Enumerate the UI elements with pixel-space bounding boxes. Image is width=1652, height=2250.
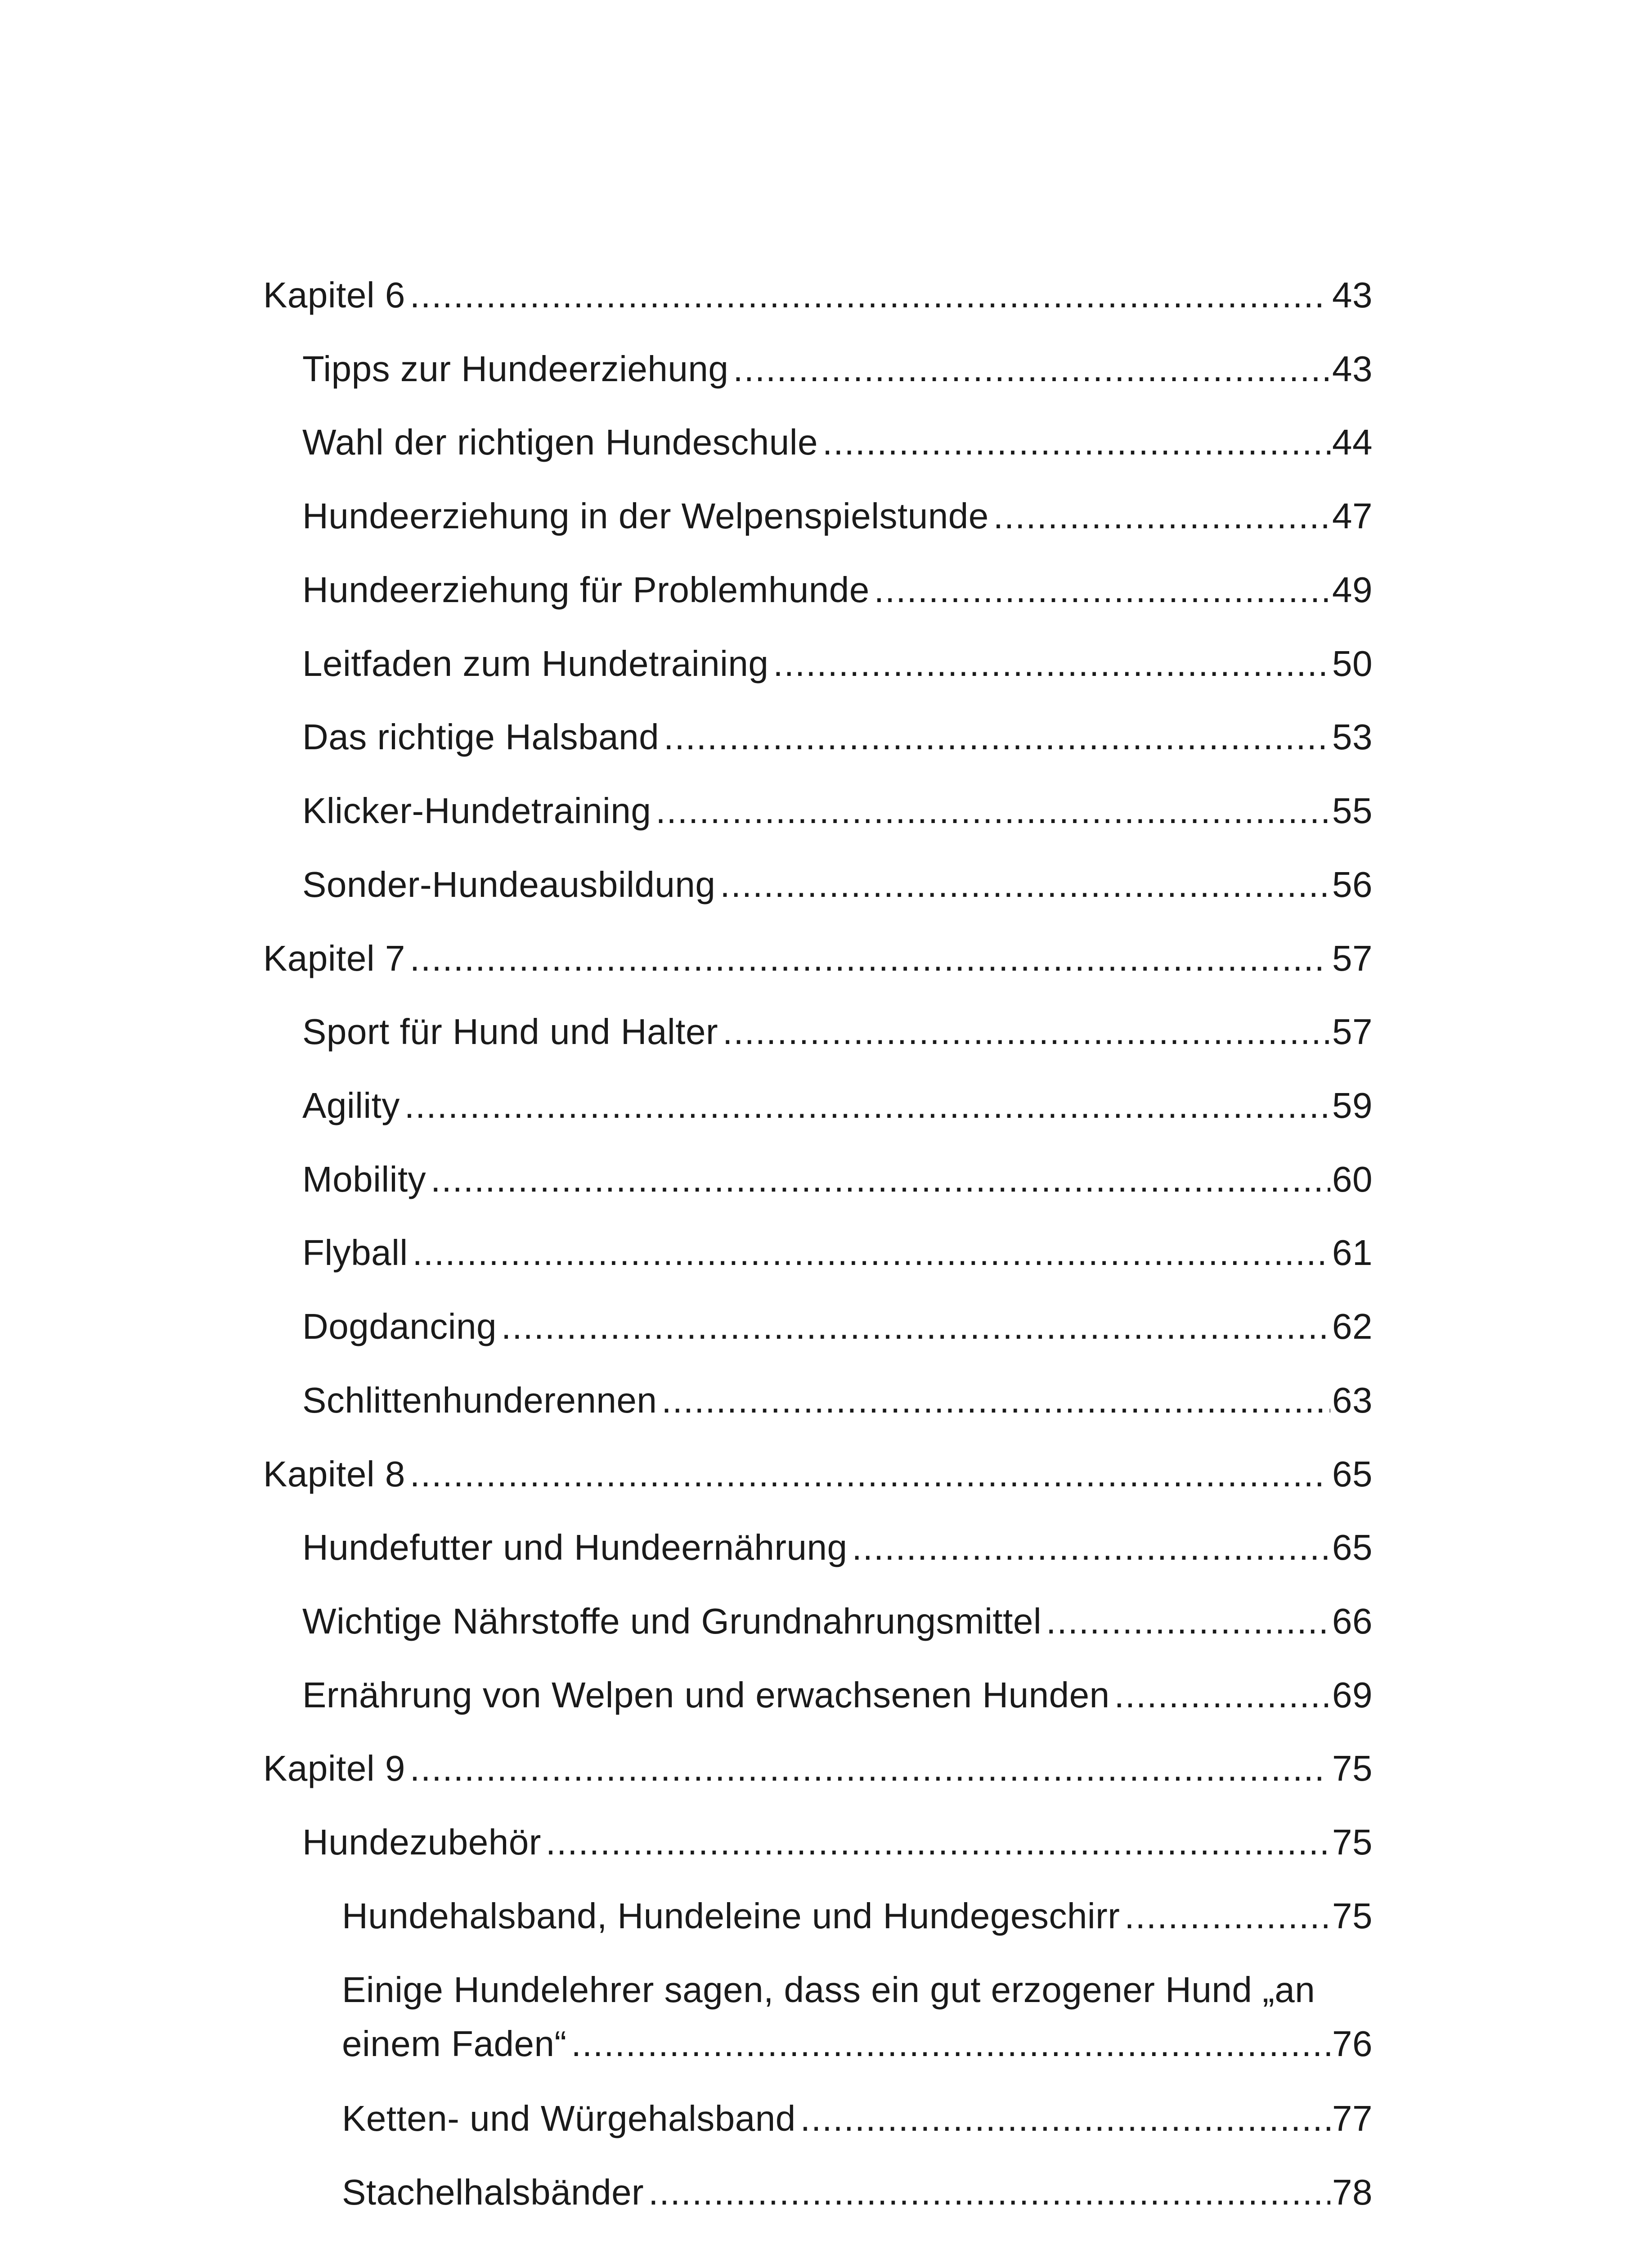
toc-entry-title: Hundefutter und Hundeernährung	[302, 1527, 848, 1567]
toc-entry-hundefutter-und-hundeernaehrung[interactable]	[302, 1521, 1373, 1575]
toc-entry-title: Ketten- und Würgehalsband	[342, 2098, 796, 2138]
toc-entry-title-line-1: Einige Hundelehrer sagen, dass ein gut erzogener Hund „an	[342, 1970, 1315, 2010]
dot-leader	[993, 489, 1330, 543]
dot-leader	[648, 2165, 1330, 2219]
toc-entry-wichtige-naehrstoffe[interactable]	[302, 1594, 1373, 1648]
dot-leader	[661, 1373, 1330, 1427]
dot-leader	[404, 1079, 1330, 1133]
dot-leader	[773, 637, 1330, 691]
toc-entry-page: 65	[1332, 1454, 1373, 1494]
dot-leader	[723, 1005, 1330, 1059]
dot-leader	[1124, 1889, 1330, 1943]
toc-entry-flyball[interactable]	[302, 1226, 1373, 1280]
toc-entry-page: 50	[1332, 644, 1373, 684]
toc-entry-title: Dogdancing	[302, 1306, 497, 1346]
toc-entry-das-richtige-halsband[interactable]	[302, 710, 1373, 764]
toc-entry-title: Sport für Hund und Halter	[302, 1012, 718, 1052]
toc-entry-page: 62	[1332, 1306, 1373, 1346]
page-number	[0, 2246, 1652, 2250]
dot-leader	[571, 2017, 1330, 2071]
dot-leader	[655, 784, 1330, 838]
toc-entry-page: 75	[1332, 1896, 1373, 1936]
toc-entry-hundeerziehung-welpenspielstunde[interactable]	[302, 489, 1373, 543]
toc-entry-page: 61	[1332, 1233, 1373, 1273]
toc-entry-title: Kapitel 7	[263, 938, 405, 978]
toc-entry-title: Flyball	[302, 1233, 408, 1273]
dot-leader	[822, 415, 1330, 469]
toc-entry-einige-hundelehrer[interactable]	[342, 1963, 1373, 2071]
dot-leader	[733, 342, 1330, 396]
toc-entry-page: 75	[1332, 1822, 1373, 1862]
toc-entry-title: Leitfaden zum Hundetraining	[302, 644, 769, 684]
toc-entry-title: Das richtige Halsband	[302, 717, 660, 757]
toc-entry-sonder-hundeausbildung[interactable]	[302, 858, 1373, 912]
toc-entry-page: 49	[1332, 570, 1373, 610]
toc-entry-leitfaden-hundetraining[interactable]	[302, 637, 1373, 691]
toc-entry-page: 75	[1332, 1748, 1373, 1788]
toc-entry-page: 66	[1332, 1601, 1373, 1641]
toc-entry-title: Ernährung von Welpen und erwachsenen Hunden	[302, 1675, 1110, 1715]
toc-entry-title: Mobility	[302, 1159, 426, 1199]
dot-leader	[874, 563, 1330, 617]
toc-entry-page: 76	[1332, 2024, 1373, 2064]
toc-entry-title-line-2: einem Faden“	[342, 2024, 567, 2064]
toc-entry-tipps-zur-hundeerziehung[interactable]	[302, 342, 1373, 396]
toc-entry-dogdancing[interactable]	[302, 1300, 1373, 1354]
dot-leader	[413, 1226, 1330, 1280]
toc-entry-title: Schlittenhunderennen	[302, 1380, 657, 1420]
toc-entry-page: 56	[1332, 864, 1373, 904]
toc-entry-title: Hundeerziehung für Problemhunde	[302, 570, 870, 610]
toc-entry-page: 55	[1332, 791, 1373, 831]
dot-leader	[800, 2092, 1330, 2146]
toc-entry-agility[interactable]	[302, 1079, 1373, 1133]
toc-entry-page: 60	[1332, 1159, 1373, 1199]
toc-entry-title: Tipps zur Hundeerziehung	[302, 349, 729, 389]
toc-entry-hundezubehoer[interactable]	[302, 1815, 1373, 1869]
toc-entry-title: Wichtige Nährstoffe und Grundnahrungsmittel	[302, 1601, 1042, 1641]
dot-leader	[410, 1447, 1322, 1501]
dot-leader	[1114, 1668, 1330, 1722]
toc-entry-page: 77	[1332, 2098, 1373, 2138]
toc-entry-title: Hundezubehör	[302, 1822, 541, 1862]
toc-entry-page: 65	[1332, 1527, 1373, 1567]
dot-leader	[410, 268, 1322, 322]
toc-entry-page: 53	[1332, 717, 1373, 757]
toc-entry-schlittenhunderennen[interactable]	[302, 1373, 1373, 1427]
toc-entry-title: Sonder-Hundeausbildung	[302, 864, 716, 904]
toc-entry-title: Kapitel 9	[263, 1748, 405, 1788]
dot-leader	[546, 1815, 1330, 1869]
toc-entry-wahl-der-richtigen-hundeschule[interactable]	[302, 415, 1373, 469]
toc-entry-kapitel-6[interactable]	[263, 268, 1373, 322]
toc-entry-page: 57	[1332, 1012, 1373, 1052]
toc-entry-ketten-und-wuergehalsband[interactable]	[342, 2092, 1373, 2146]
toc-entry-page: 47	[1332, 496, 1373, 536]
toc-entry-title: Stachelhalsbänder	[342, 2172, 644, 2212]
dot-leader	[431, 1152, 1330, 1206]
dot-leader	[410, 932, 1322, 986]
dot-leader	[664, 710, 1330, 764]
toc-entry-page: 43	[1332, 349, 1373, 389]
toc-entry-page: 63	[1332, 1380, 1373, 1420]
toc-entry-page: 59	[1332, 1085, 1373, 1125]
toc-entry-stachelhalsbaender[interactable]	[342, 2165, 1373, 2219]
toc-entry-title: Kapitel 8	[263, 1454, 405, 1494]
toc-entry-ernaehrung-welpen-erwachsene[interactable]	[302, 1668, 1373, 1722]
toc-entry-title: Agility	[302, 1085, 400, 1125]
toc-entry-kapitel-8[interactable]	[263, 1447, 1373, 1501]
toc-entry-kapitel-9[interactable]	[263, 1742, 1373, 1796]
toc-entry-page: 44	[1332, 422, 1373, 462]
toc-entry-sport-fuer-hund-und-halter[interactable]	[302, 1005, 1373, 1059]
dot-leader	[501, 1300, 1330, 1354]
dot-leader	[720, 858, 1330, 912]
toc-entry-title: Wahl der richtigen Hundeschule	[302, 422, 818, 462]
toc-entry-title: Kapitel 6	[263, 275, 405, 315]
dot-leader	[410, 1742, 1322, 1796]
dot-leader	[1046, 1594, 1330, 1648]
toc-entry-page: 69	[1332, 1675, 1373, 1715]
toc-entry-page: 78	[1332, 2172, 1373, 2212]
toc-entry-title: Klicker-Hundetraining	[302, 791, 651, 831]
toc-entry-kapitel-7[interactable]	[263, 932, 1373, 986]
toc-entry-page: 43	[1332, 275, 1373, 315]
toc-entry-hundeerziehung-problemhunde[interactable]	[302, 563, 1373, 617]
toc-entry-title: Hundeerziehung in der Welpenspielstunde	[302, 496, 989, 536]
toc-entry-hundehalsband-leine-geschirr[interactable]	[342, 1889, 1373, 1943]
toc-entry-mobility[interactable]	[302, 1152, 1373, 1206]
toc-entry-klicker-hundetraining[interactable]	[302, 784, 1373, 838]
toc-entry-title: Hundehalsband, Hundeleine und Hundegeschirr	[342, 1896, 1120, 1936]
dot-leader	[852, 1521, 1330, 1575]
toc-entry-page: 57	[1332, 938, 1373, 978]
